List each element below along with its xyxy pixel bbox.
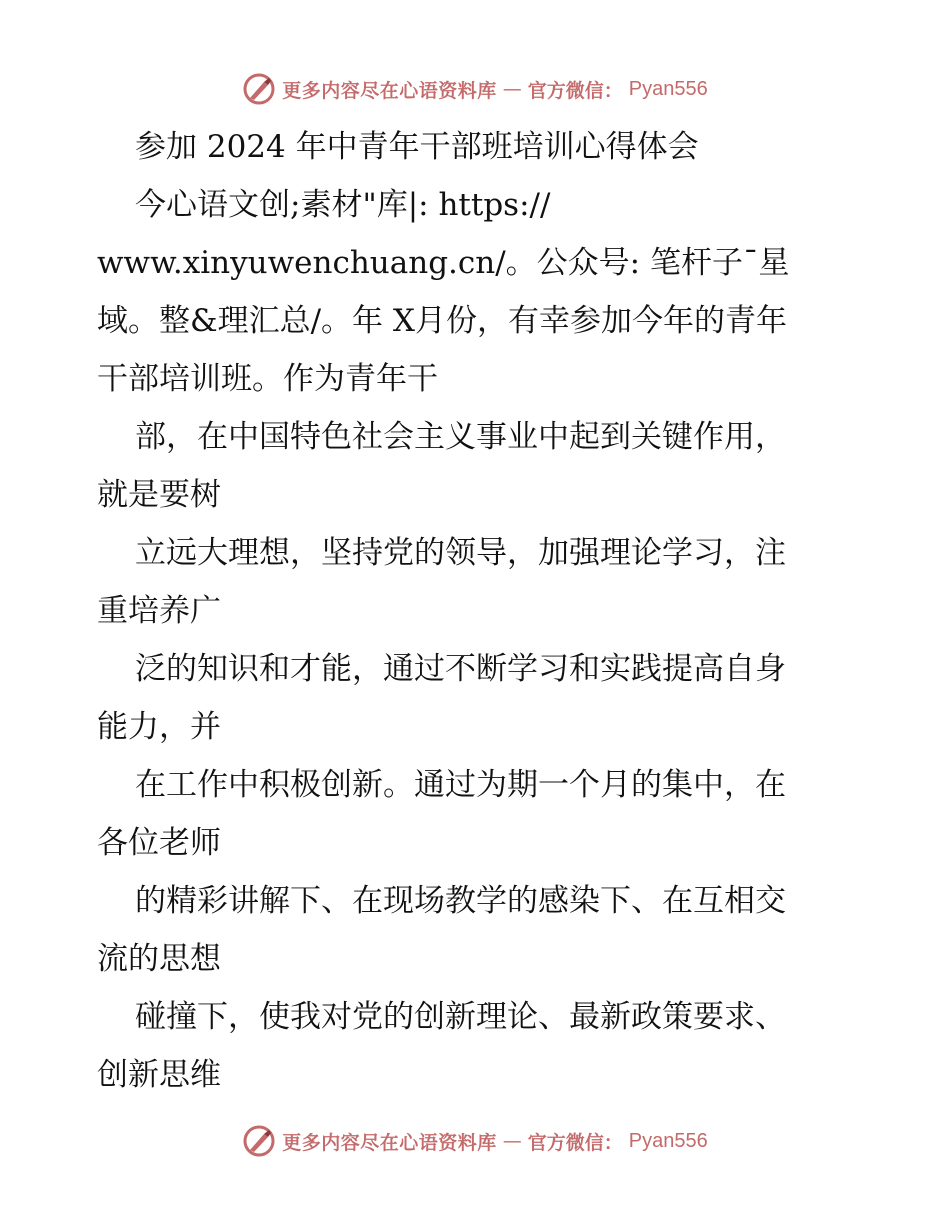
document-line: 重培养广 <box>97 593 221 629</box>
document-line: 流的思想 <box>97 941 221 977</box>
document-line: 的精彩讲解下、在现场教学的感染下、在互相交 <box>135 883 786 919</box>
banner-main-text: 更多内容尽在心语资料库 <box>282 79 497 102</box>
pen-logo-icon <box>242 72 276 106</box>
banner-main-text: 更多内容尽在心语资料库 <box>282 1131 497 1154</box>
banner-separator: — <box>502 1130 522 1152</box>
banner-wechat-label: 官方微信： <box>527 79 623 102</box>
document-line: 泛的知识和才能，通过不断学习和实践提高自身 <box>135 651 786 687</box>
document-line: 今心语文创;素材"库|: https:// <box>135 187 551 223</box>
document-line: 能力，并 <box>97 709 221 745</box>
banner-wechat-label: 官方微信： <box>527 1131 623 1154</box>
document-line: 域。整&理汇总/。年 X月份，有幸参加今年的青年 <box>97 303 787 339</box>
document-line: 干部培训班。作为青年干 <box>97 361 438 397</box>
document-line: 部，在中国特色社会主义事业中起到关键作用， <box>135 419 786 455</box>
document-line: 立远大理想，坚持党的领导，加强理论学习，注 <box>135 535 786 571</box>
document-line: www.xinyuwenchuang.cn/。公众号: 笔杆子¯星 <box>97 245 790 281</box>
header-banner <box>0 72 950 106</box>
document-line: 碰撞下，使我对党的创新理论、最新政策要求、 <box>135 999 786 1035</box>
document-line: 创新思维 <box>97 1057 221 1093</box>
document-line: 在工作中积极创新。通过为期一个月的集中，在 <box>135 767 786 803</box>
document-line: 各位老师 <box>97 825 221 861</box>
banner-wechat-id: Pyan556 <box>628 1129 708 1152</box>
banner-wechat-id: Pyan556 <box>628 77 708 100</box>
footer-banner <box>0 1124 950 1158</box>
document-line: 就是要树 <box>97 477 221 513</box>
pen-logo-icon <box>242 1124 276 1158</box>
document-title: 参加 2024 年中青年干部班培训心得体会 <box>135 129 699 165</box>
banner-separator: — <box>502 78 522 100</box>
